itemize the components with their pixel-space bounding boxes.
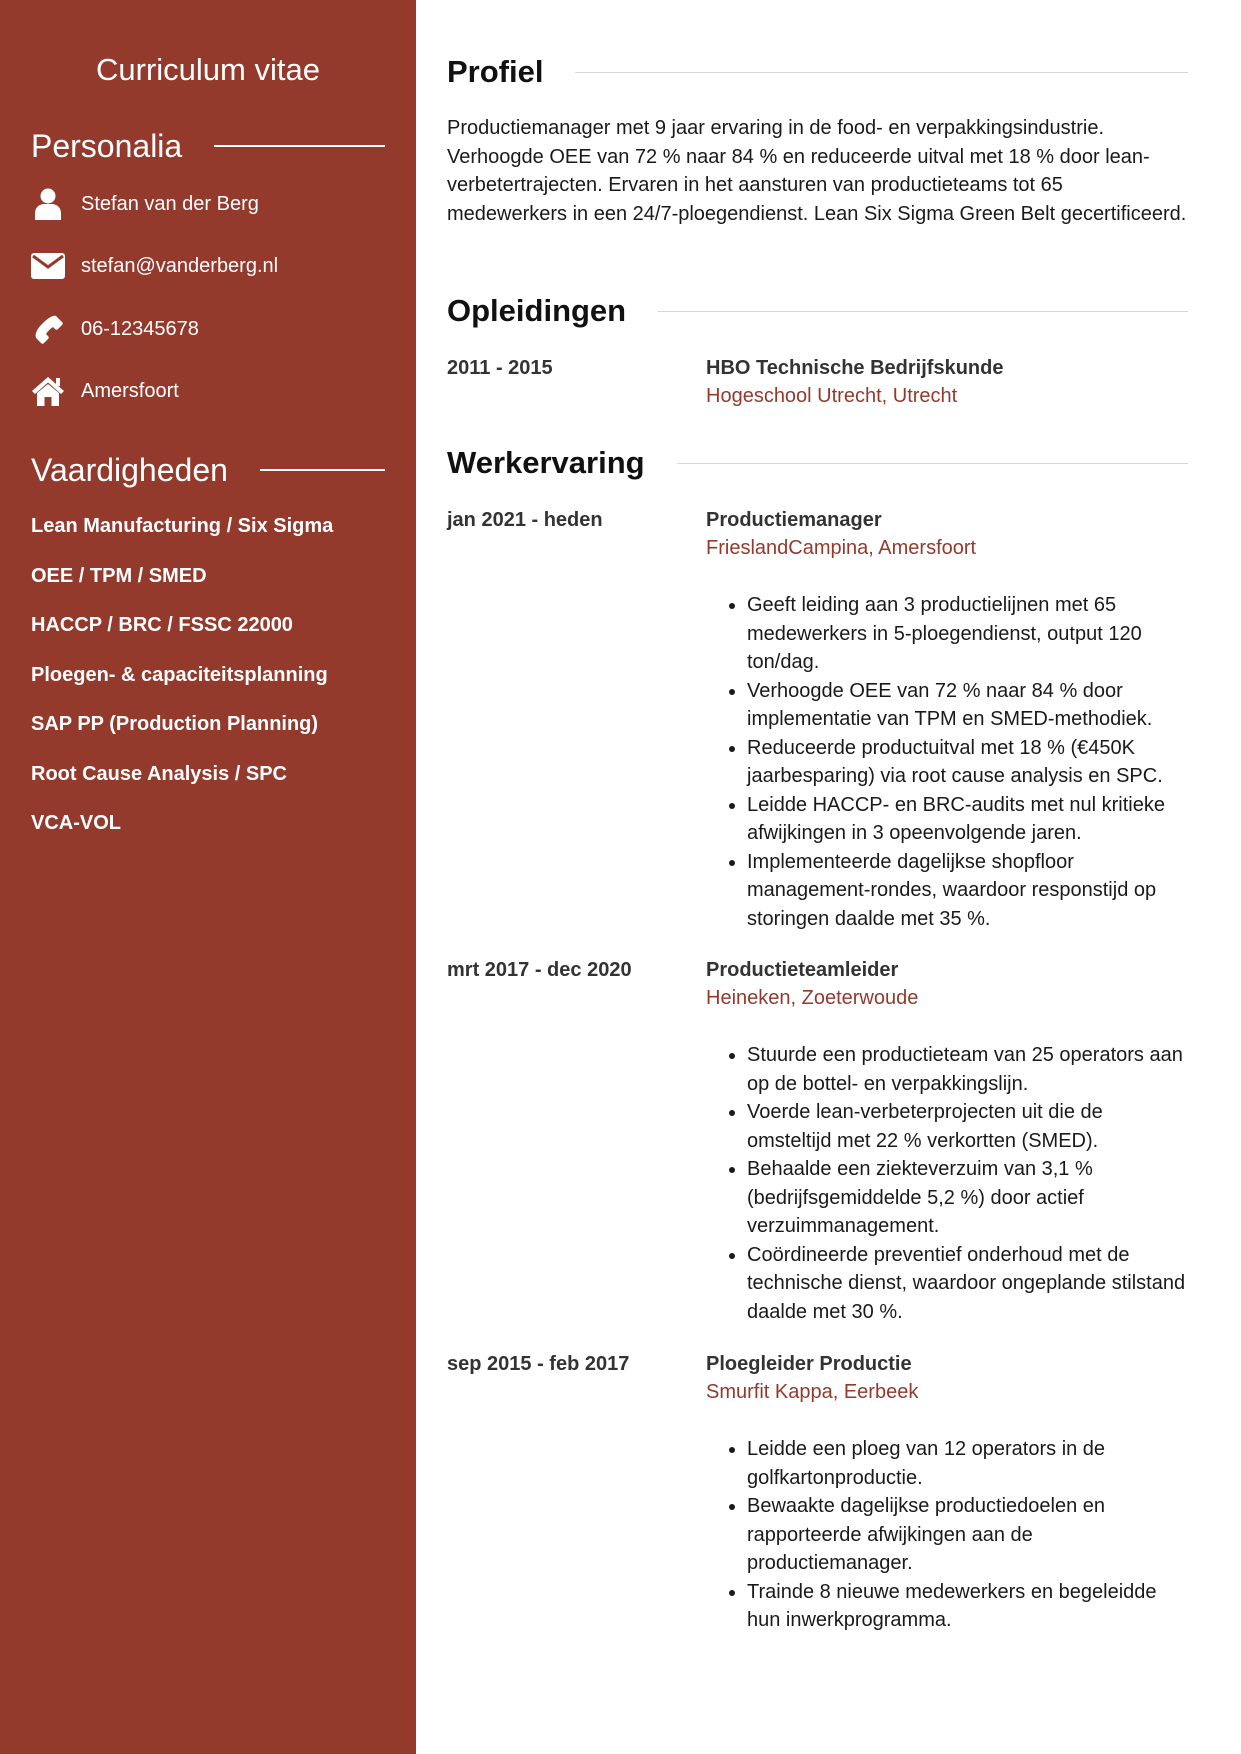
heading-divider xyxy=(658,311,1188,312)
contact-phone xyxy=(31,309,199,349)
job-company: Heineken, Zoeterwoude xyxy=(706,987,919,1009)
skills-list xyxy=(31,514,391,861)
profiel-heading xyxy=(447,52,1188,92)
job-role: Ploegleider Productie xyxy=(706,1353,912,1375)
profiel-heading-text: Profiel xyxy=(447,54,544,89)
sidebar xyxy=(0,0,416,1754)
job-bullets xyxy=(706,1435,1188,1635)
job-period: mrt 2017 - dec 2020 xyxy=(447,959,632,981)
education-school: Hogeschool Utrecht, Utrecht xyxy=(706,385,958,407)
skill-item: Root Cause Analysis / SPC xyxy=(31,762,287,785)
contact-phone-value: 06-12345678 xyxy=(81,318,199,340)
werkervaring-heading-text: Werkervaring xyxy=(447,445,645,480)
contact-city-value: Amersfoort xyxy=(81,380,179,402)
job-bullet: • Voerde lean-verbeterprojecten uit die de omsteltijd met 22 % verkortten (SMED). xyxy=(747,1098,1188,1155)
heading-divider xyxy=(214,145,385,147)
job-bullet: • Geeft leiding aan 3 productielijnen met 65 medewerkers in 5-ploegendienst, output 120 ton/dag. xyxy=(747,591,1188,677)
home-icon xyxy=(31,374,65,408)
job-company: Smurfit Kappa, Eerbeek xyxy=(706,1381,919,1403)
contact-city xyxy=(31,371,179,411)
job-company: FrieslandCampina, Amersfoort xyxy=(706,537,977,559)
job-bullet: • Leidde een ploeg van 12 operators in de golfkartonproductie. xyxy=(747,1435,1188,1492)
skill-item: Ploegen- & capaciteitsplanning xyxy=(31,663,328,686)
contact-name-value: Stefan van der Berg xyxy=(81,193,259,215)
skills-heading xyxy=(31,450,385,490)
job-body xyxy=(706,956,1188,1326)
education-body xyxy=(706,354,1188,410)
job-bullet: • Verhoogde OEE van 72 % naar 84 % door implementatie van TPM en SMED-methodiek. xyxy=(747,677,1188,734)
personalia-heading-text: Personalia xyxy=(31,128,183,164)
job-body xyxy=(706,506,1188,933)
cv-title: Curriculum vitae xyxy=(96,52,320,87)
job-bullet: • Bewaakte dagelijkse productiedoelen en rapporteerde afwijkingen aan de productiemanager. xyxy=(747,1492,1188,1578)
job-period: jan 2021 - heden xyxy=(447,509,603,531)
job-bullet: • Coördineerde preventief onderhoud met de technische dienst, waardoor ongeplande stilstand daalde met 30 %. xyxy=(747,1241,1188,1327)
profiel-text: Productiemanager met 9 jaar ervaring in de food- en verpakkingsindustrie. Verhoogde OEE van 72 % naar 84 % en reduceerde uitval met 18 % door lean-verbetertrajecten. Ervaren in het aansturen van productieteams tot 65 medewerkers in een 24/7-ploegendienst. Lean Six Sigma Green Belt gecertificeerd. xyxy=(447,117,1187,225)
job-bullets xyxy=(706,1041,1188,1326)
opleidingen-heading-text: Opleidingen xyxy=(447,293,627,328)
job-bullet: • Stuurde een productieteam van 25 operators aan op de bottel- en verpakkingslijn. xyxy=(747,1041,1188,1098)
contact-name xyxy=(31,184,259,224)
job-body xyxy=(706,1350,1188,1635)
job-bullet: • Implementeerde dagelijkse shopfloor management-rondes, waardoor responstijd op storingen daalde met 35 %. xyxy=(747,848,1188,934)
skill-item: OEE / TPM / SMED xyxy=(31,564,207,587)
skills-heading-text: Vaardigheden xyxy=(31,452,228,488)
job-bullet: • Leidde HACCP- en BRC-audits met nul kritieke afwijkingen in 3 opeenvolgende jaren. xyxy=(747,791,1188,848)
phone-icon xyxy=(31,312,65,346)
job-role: Productieteamleider xyxy=(706,959,899,981)
skill-item: VCA-VOL xyxy=(31,812,121,834)
heading-divider xyxy=(677,463,1188,464)
job-period: sep 2015 - feb 2017 xyxy=(447,1353,630,1375)
heading-divider xyxy=(575,72,1188,73)
personalia-heading xyxy=(31,126,385,166)
job-bullet: • Reduceerde productuitval met 18 % (€450K jaarbesparing) via root cause analysis en SPC. xyxy=(747,734,1188,791)
werkervaring-heading xyxy=(447,443,1188,483)
contact-email xyxy=(31,246,278,286)
skill-item: SAP PP (Production Planning) xyxy=(31,713,319,735)
contact-email-value[interactable]: stefan@vanderberg.nl xyxy=(81,255,279,277)
job-bullets xyxy=(706,591,1188,933)
heading-divider xyxy=(260,469,385,471)
skill-item: Lean Manufacturing / Six Sigma xyxy=(31,515,334,537)
opleidingen-heading xyxy=(447,291,1188,331)
job-bullet: • Behaalde een ziekteverzuim van 3,1 % (bedrijfsgemiddelde 5,2 %) door actief verzuimmanagement. xyxy=(747,1155,1188,1241)
job-role: Productiemanager xyxy=(706,509,882,531)
user-icon xyxy=(31,187,65,221)
education-degree: HBO Technische Bedrijfskunde xyxy=(706,357,1004,379)
education-period: 2011 - 2015 xyxy=(447,357,553,379)
envelope-icon xyxy=(31,249,65,283)
skill-item: HACCP / BRC / FSSC 22000 xyxy=(31,614,293,636)
job-bullet: • Trainde 8 nieuwe medewerkers en begeleidde hun inwerkprogramma. xyxy=(747,1578,1188,1635)
